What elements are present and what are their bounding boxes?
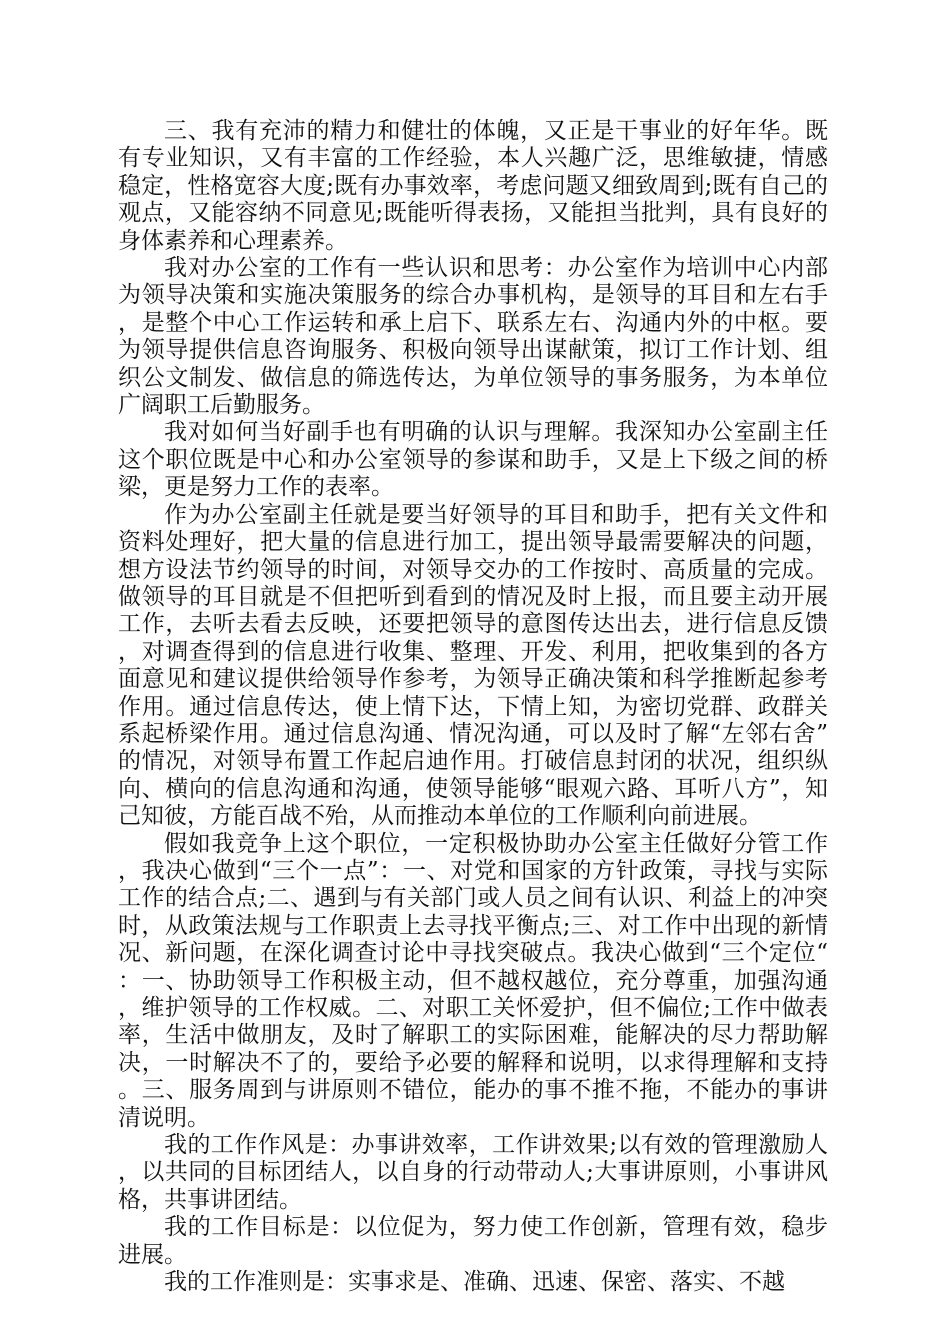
paragraph-if-elected: 假如我竞争上这个职位，一定积极协助办公室主任做好分管工作，我决心做到“三个一点”：一、对党和国家的方针政策，寻找与实际工作的结合点;二、遇到与有关部门或人员之间有认识、利益上的冲突时，从政策法规与工作职责上去寻找平衡点;三、对工作中出现的新情况、新问题，在深化调查讨论中寻找突破点。我决心做到“三个定位“：一、协助领导工作积极主动，但不越权越位，充分尊重，加强沟通，维护领导的工作权威。二、对职工关怀爱护，但不偏位;工作中做表率，生活中做朋友，及时了解职工的实际困难，能解决的尽力帮助解决，一时解决不了的，要给予必要的解释和说明，以求得理解和支持。三、服务周到与讲原则不错位，能办的事不推不拖，不能办的事讲清说明。 bbox=[118, 830, 828, 1131]
paragraph-energy-and-qualities: 三、我有充沛的精力和健壮的体魄，又正是干事业的好年华。既有专业知识，又有丰富的工作经验，本人兴趣广泛，思维敏捷，情感稳定，性格宽容大度;既有办事效率，考虑问题又细致周到;既有自己的观点，又能容纳不同意见;既能听得表扬，又能担当批判，具有良好的身体素养和心理素养。 bbox=[118, 118, 828, 254]
paragraph-work-principles: 我的工作准则是：实事求是、准确、迅速、保密、落实、不越 bbox=[164, 1269, 785, 1296]
paragraph-deputy-duties: 作为办公室副主任就是要当好领导的耳目和助手，把有关文件和资料处理好，把大量的信息进行加工，提出领导最需要解决的问题，想方设法节约领导的时间，对领导交办的工作按时、高质量的完成。做领导的耳目就是不但把听到看到的情况及时上报，而且要主动开展工作，去听去看去反映，还要把领导的意图传达出去，进行信息反馈，对调查得到的信息进行收集、整理、开发、利用，把收集到的各方面意见和建议提供给领导作参考，为领导正确决策和科学推断起参考作用。通过信息传达，使上情下达，下情上知，为密切党群、政群关系起桥梁作用。通过信息沟通、情况沟通，可以及时了解“左邻右舍”的情况，对领导布置工作起启迪作用。打破信息封闭的状况，组织纵向、横向的信息沟通和沟通，使领导能够“眼观六路、耳听八方”，知己知彼，方能百战不殆，从而推动本单位的工作顺利向前进展。 bbox=[118, 501, 828, 830]
document-body bbox=[118, 118, 828, 1296]
paragraph-work-goal: 我的工作目标是：以位促为，努力使工作创新，管理有效，稳步进展。 bbox=[118, 1214, 828, 1268]
paragraph-deputy-role: 我对如何当好副手也有明确的认识与理解。我深知办公室副主任这个职位既是中心和办公室领导的参谋和助手，又是上下级之间的桥梁，更是努力工作的表率。 bbox=[118, 419, 828, 501]
paragraph-work-style: 我的工作作风是：办事讲效率，工作讲效果;以有效的管理激励人，以共同的目标团结人，以自身的行动带动人;大事讲原则，小事讲风格，共事讲团结。 bbox=[118, 1132, 828, 1213]
paragraph-office-understanding: 我对办公室的工作有一些认识和思考：办公室作为培训中心内部为领导决策和实施决策服务的综合办事机构，是领导的耳目和左右手，是整个中心工作运转和承上启下、联系左右、沟通内外的中枢。要为领导提供信息咨询服务、积极向领导出谋献策，拟订工作计划、组织公文制发、做信息的筛选传达，为单位领导的事务服务，为本单位广阔职工后勤服务。 bbox=[118, 255, 828, 419]
